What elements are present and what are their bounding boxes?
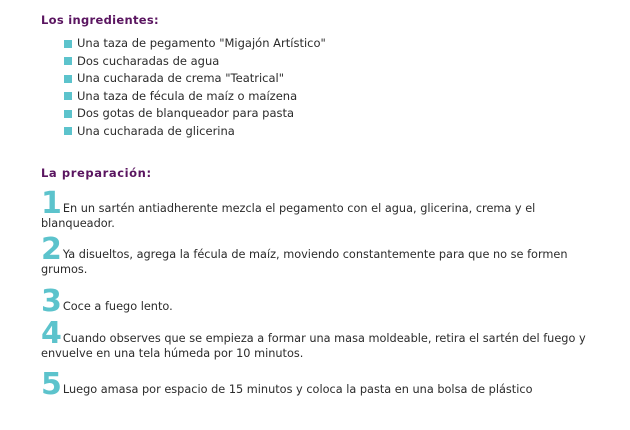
step-number: 2	[41, 232, 62, 267]
ingredient-text: Dos cucharadas de agua	[77, 53, 220, 68]
ingredients-list	[64, 35, 326, 140]
square-bullet-icon	[64, 57, 72, 65]
ingredient-text: Una cucharada de glicerina	[77, 123, 235, 138]
step-text: En un sartén antiadherente mezcla el pegamento con el agua, glicerina, crema y el blanqueador.	[41, 202, 536, 230]
ingredient-item	[64, 88, 326, 106]
ingredient-item	[64, 53, 326, 71]
preparation-heading: La preparación:	[41, 166, 152, 180]
square-bullet-icon	[64, 110, 72, 118]
preparation-step	[41, 284, 601, 319]
ingredients-heading: Los ingredientes:	[41, 13, 159, 27]
preparation-step	[41, 316, 601, 361]
square-bullet-icon	[64, 127, 72, 135]
step-text: Luego amasa por espacio de 15 minutos y coloca la pasta en una bolsa de plástico	[62, 383, 533, 396]
step-number: 3	[41, 284, 62, 319]
ingredient-text: Una taza de pegamento "Migajón Artístico"	[77, 36, 326, 51]
ingredient-text: Dos gotas de blanqueador para pasta	[77, 106, 295, 121]
ingredient-item	[64, 123, 326, 141]
step-text: Coce a fuego lento.	[62, 300, 173, 313]
preparation-step	[41, 186, 601, 231]
ingredient-item	[64, 35, 326, 53]
square-bullet-icon	[64, 75, 72, 83]
step-text: Cuando observes que se empieza a formar una masa moldeable, retira el sartén del fuego y envuelve en una tela húmeda por 10 minutos.	[41, 332, 586, 360]
square-bullet-icon	[64, 40, 72, 48]
preparation-step	[41, 232, 601, 277]
step-number: 1	[41, 186, 62, 221]
step-number: 5	[41, 367, 62, 402]
ingredient-text: Una cucharada de crema "Teatrical"	[77, 71, 285, 86]
ingredient-item	[64, 70, 326, 88]
step-text: Ya disueltos, agrega la fécula de maíz, moviendo constantemente para que no se formen grumos.	[41, 248, 568, 276]
ingredient-text: Una taza de fécula de maíz o maízena	[77, 88, 298, 103]
ingredient-item	[64, 105, 326, 123]
preparation-step	[41, 367, 601, 402]
step-number: 4	[41, 316, 62, 351]
square-bullet-icon	[64, 92, 72, 100]
